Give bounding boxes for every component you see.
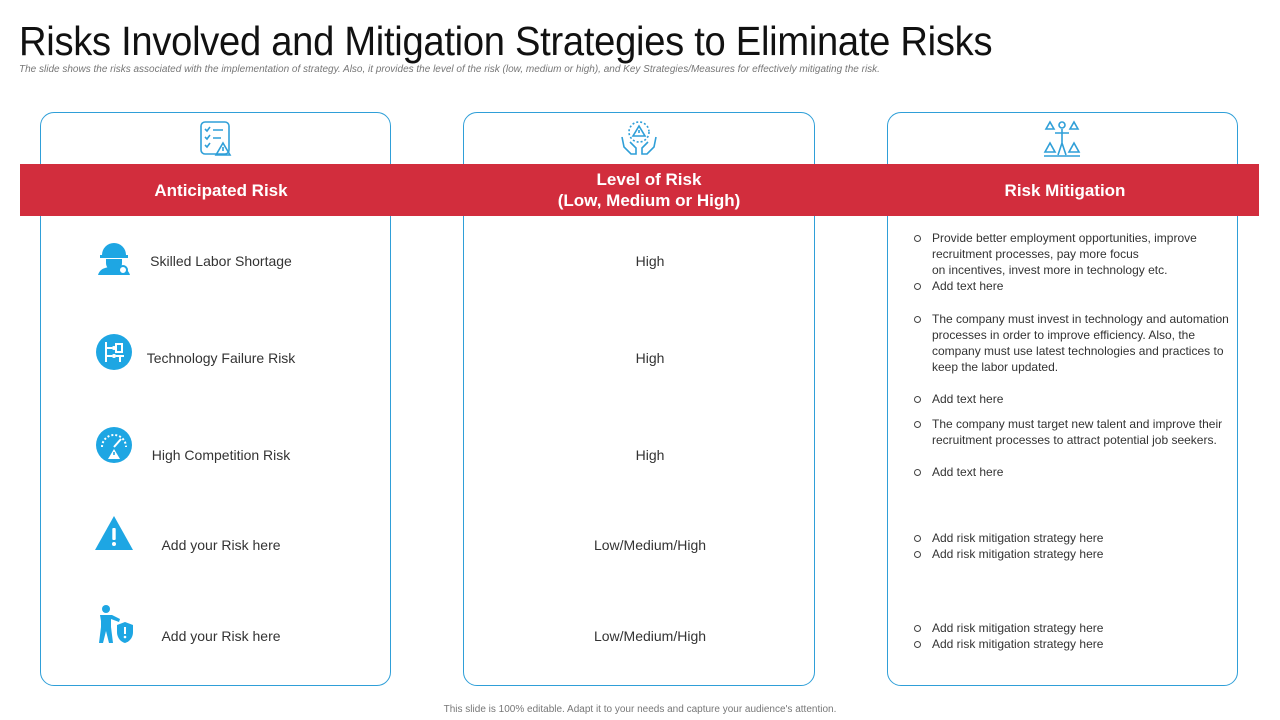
mitigation-item: Add risk mitigation strategy here [912,530,1232,546]
gauge-warning-icon [94,425,134,465]
risk-level: High [635,447,665,463]
technology-circuit-icon [94,332,134,372]
risk-name: Add your Risk here [161,628,281,644]
mitigation-list [912,530,1232,562]
risk-level: High [635,253,665,269]
person-shield-icon [94,604,134,644]
mitigation-item: The company must invest in technology and automation processes in order to improve efficiency. Also, the company must use latest technologies and practices to keep the labor updated. [912,311,1232,375]
mitigation-item: Add text here [912,278,1232,294]
hands-warning-icon [619,119,659,159]
mitigation-item: The company must target new talent and improve their recruitment processes to attract potential job seekers. [912,416,1232,448]
risk-level: Low/Medium/High [593,628,707,644]
mitigation-item: Add risk mitigation strategy here [912,546,1232,562]
mitigation-item: Add text here [912,391,1232,407]
risk-level: High [635,350,665,366]
people-warning-icon [1042,119,1082,159]
construction-worker-icon [94,237,134,277]
mitigation-item: Add risk mitigation strategy here [912,620,1232,636]
risk-name: Technology Failure Risk [146,350,296,366]
mitigation-item: Add text here [912,464,1232,480]
mitigation-list [912,311,1232,407]
mitigation-list [912,620,1232,652]
mitigation-item: Add risk mitigation strategy here [912,636,1232,652]
risk-mitigation-header: Risk Mitigation [1004,180,1126,200]
risk-level: Low/Medium/High [593,537,707,553]
risk-name: Skilled Labor Shortage [150,253,292,269]
warning-triangle-icon [94,514,134,554]
checklist-warning-icon [196,119,236,159]
anticipated-risk-header: Anticipated Risk [154,180,288,200]
risk-name: High Competition Risk [151,447,291,463]
level-of-risk-header: Level of Risk (Low, Medium or High) [557,170,741,210]
mitigation-item: Provide better employment opportunities, improve recruitment processes, pay more focus on incentives, invest more in technology etc. [912,230,1232,278]
mitigation-list [912,230,1232,294]
mitigation-list [912,416,1232,480]
slide-title: Risks Involved and Mitigation Strategies to Eliminate Risks [19,18,993,64]
slide-subtitle: The slide shows the risks associated with the implementation of strategy. Also, it provides the level of the risk (low, medium or high), and Key Strategies/Measures for effectively mitigating the risk. [19,64,880,75]
slide-footer: This slide is 100% editable. Adapt it to your needs and capture your audience's attention. [443,704,837,715]
risk-name: Add your Risk here [161,537,281,553]
